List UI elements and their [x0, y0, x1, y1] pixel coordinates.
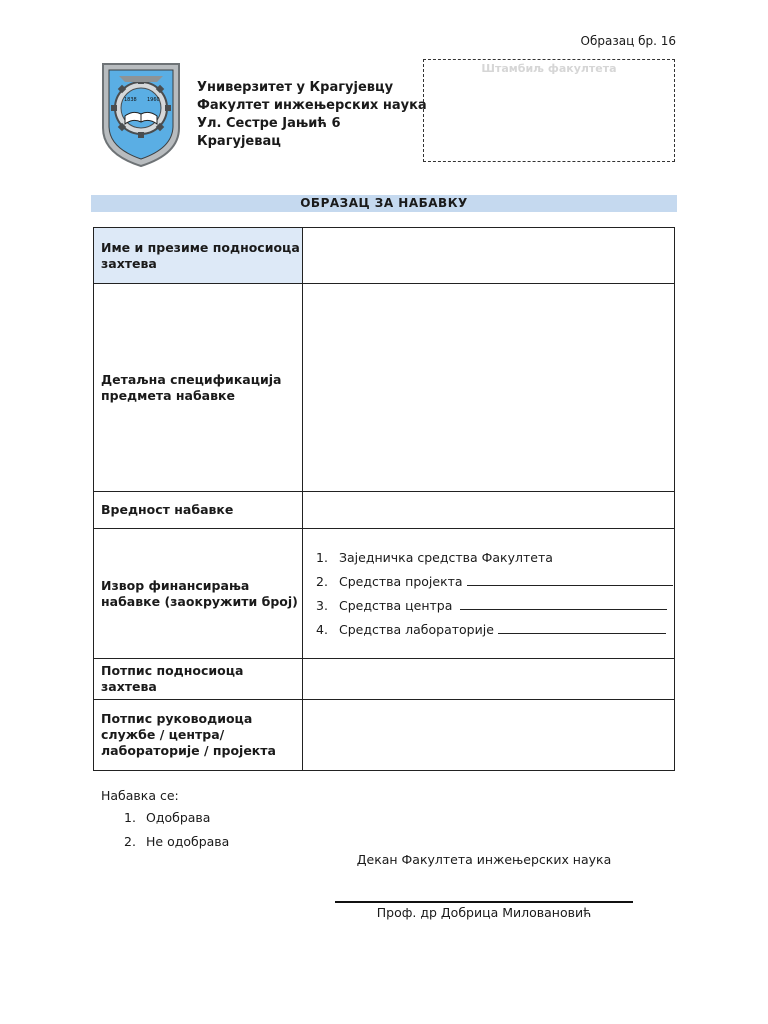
stamp-label: Штамбиљ факултета	[481, 62, 617, 75]
laboratory-fill-line	[498, 620, 666, 634]
stamp-box	[423, 59, 675, 162]
row-specification	[94, 284, 675, 492]
field-applicant-signature[interactable]	[303, 659, 675, 700]
field-funding-source	[303, 529, 675, 659]
field-specification[interactable]	[303, 284, 675, 492]
approval-label: Набавка се:	[101, 788, 179, 803]
procurement-table	[93, 227, 675, 771]
faculty-name: Факултет инжењерских наука	[197, 98, 427, 113]
dean-name: Проф. др Добрица Миловановић	[376, 905, 592, 920]
street-address: Ул. Сестре Јањић 6	[197, 116, 341, 131]
funding-option-1[interactable]: 1. Заједничка средства Факултета	[316, 549, 553, 565]
city: Крагујевац	[197, 134, 281, 149]
row-applicant-signature	[94, 659, 675, 700]
center-fill-line	[460, 596, 667, 610]
row-value	[94, 492, 675, 529]
university-logo	[97, 58, 185, 168]
field-applicant-name[interactable]	[303, 228, 675, 284]
svg-text:1838: 1838	[124, 97, 137, 103]
row-applicant-name	[94, 228, 675, 284]
dean-title: Декан Факултета инжењерских наука	[356, 852, 612, 867]
dean-signature-line[interactable]	[335, 901, 633, 903]
funding-options	[303, 546, 674, 642]
label-specification: Детаљна спецификација предмета набавке	[94, 284, 303, 492]
approval-options	[124, 810, 229, 858]
university-name: Универзитет у Крагујевцу	[197, 80, 394, 95]
label-value: Вредност набавке	[94, 492, 303, 529]
row-funding-source	[94, 529, 675, 659]
label-head-signature: Потпис руководиоца службе / центра/ лабораторије / пројекта	[94, 700, 303, 771]
university-address	[197, 79, 427, 151]
approval-option-approve[interactable]: 1. Одобрава	[124, 810, 211, 825]
project-fill-line	[467, 572, 673, 586]
field-head-signature[interactable]	[303, 700, 675, 771]
row-head-signature	[94, 700, 675, 771]
label-applicant-name: Име и презиме подносиоца захтева	[94, 228, 303, 284]
label-applicant-signature: Потпис подносиоца захтева	[94, 659, 303, 700]
form-number: Образац бр. 16	[580, 34, 676, 48]
funding-option-4[interactable]: 4. Средства лабораторије	[316, 618, 674, 642]
field-value[interactable]	[303, 492, 675, 529]
label-funding-source: Извор финансирања набавке (заокружити број)	[94, 529, 303, 659]
form-title: ОБРАЗАЦ ЗА НАБАВКУ	[91, 195, 677, 212]
approval-option-reject[interactable]: 2. Не одобрава	[124, 834, 230, 849]
funding-option-2[interactable]: 2. Средства пројекта	[316, 570, 674, 594]
svg-text:1960: 1960	[147, 97, 160, 103]
funding-option-3[interactable]: 3. Средства центра	[316, 594, 674, 618]
